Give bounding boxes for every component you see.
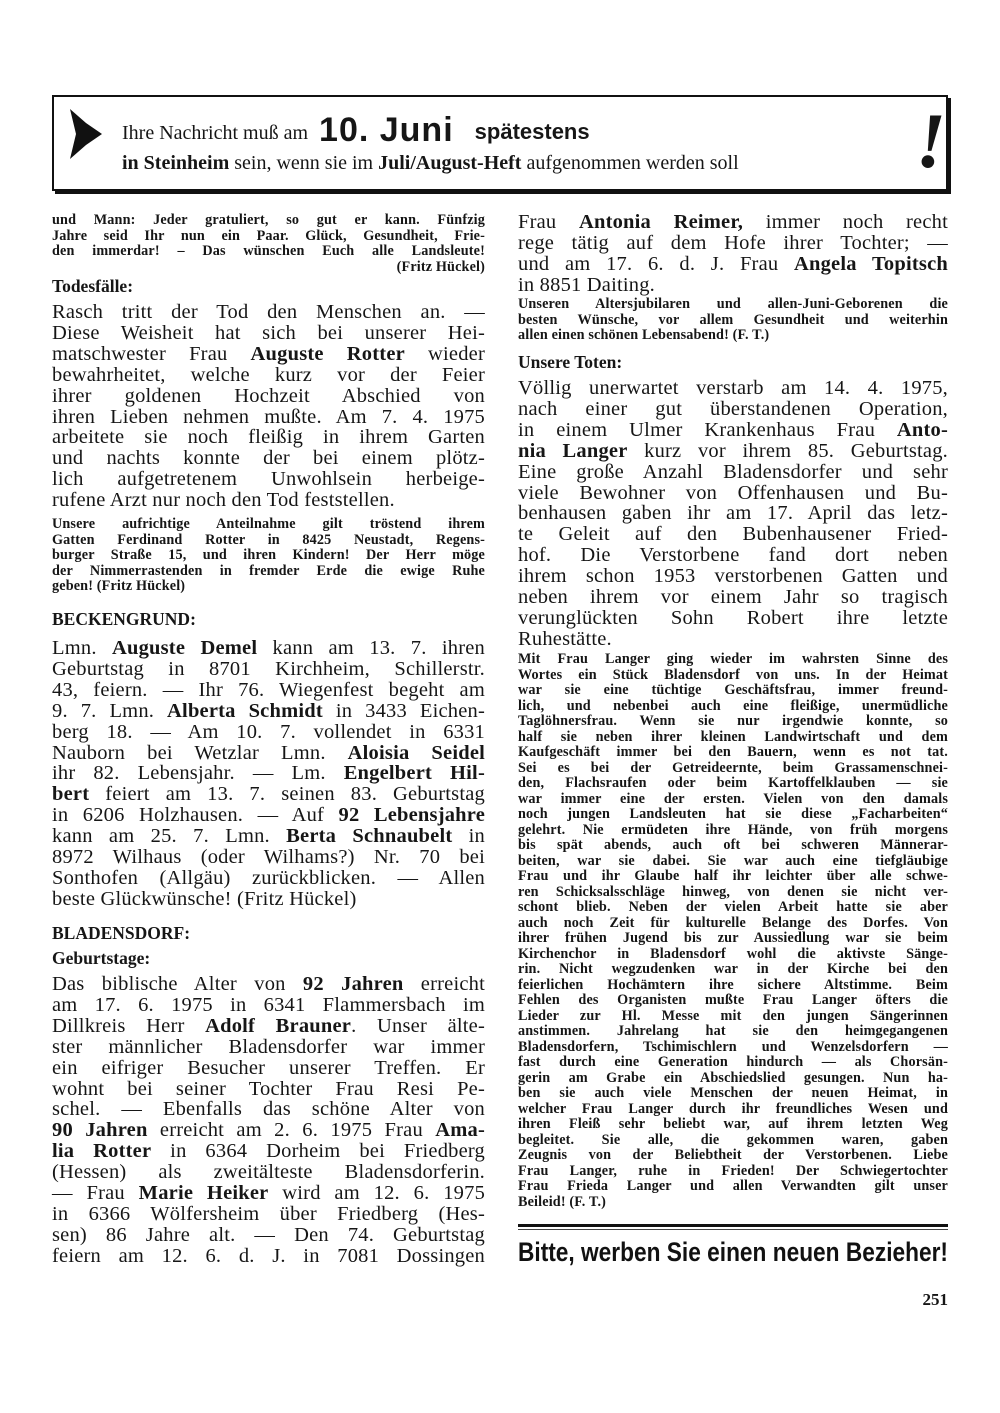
text-line: Lieder zur Hl. Messe mit den jungen Sängerinnen <box>518 1007 948 1024</box>
text-line: feierlichen Hochämtern ihre sichere Altstimme. Beim <box>518 976 948 993</box>
notice-mid: sein, wenn sie im <box>234 152 374 174</box>
text-line: Fehlen des Organisten mußte Frau Langer öfters die <box>518 992 948 1008</box>
text-line: in 6366 Wölfersheim über Friedberg (Hes- <box>52 1202 485 1225</box>
notice-latest: spätestens <box>474 119 590 144</box>
bold-name: Anto- <box>896 418 948 441</box>
text-line: bert feiert am 13. 7. seinen 83. Geburtstag <box>52 783 485 806</box>
left-column <box>52 0 485 1300</box>
text-line: Geburtstage: <box>52 948 151 968</box>
text-line: Unsere aufrichtige Anteilnahme gilt tröstend ihrem <box>52 516 485 532</box>
text-line: der Nimmerrastenden in fremder Erde die ewige Ruhe <box>52 562 485 579</box>
text-line: Frau und ihr Glaube half ihr leichter über alle schwe- <box>518 868 948 884</box>
text-line: matschwester Frau Auguste Rotter wieder <box>52 342 485 365</box>
text-line: Eine große Anzahl Bladensdorfer und sehr <box>518 460 948 483</box>
divider-rule <box>518 1224 948 1227</box>
text-line: Frau Frieda Langer und allen Verwandten gilt unser <box>518 1178 948 1194</box>
text-line: hof. Die Verstorbene fand dort neben <box>518 544 948 567</box>
text-line: arbeitete sie noch fleißig in ihrem Garten <box>52 426 485 449</box>
text-line: welcher Frau Langer durch ihr freundliches Wesen und <box>518 1100 948 1117</box>
article-paragraph <box>52 974 485 1267</box>
text-line: Kaufgeschäft immer bei den Bauern, wenn es not tat. <box>518 744 948 760</box>
text-line: fast durch eine Generation hindurch — als Chorsän- <box>518 1054 948 1070</box>
text-line: (Hessen) als zweitälteste Bladensdorferin. <box>52 1161 485 1184</box>
text-line: bis spät abends, auch oft bei schweren Männerar- <box>518 837 948 853</box>
note-paragraph <box>52 517 485 595</box>
bold-name: Berta Schnaubelt <box>286 825 453 848</box>
text-line: nach einer gut überstandenen Operation, <box>518 397 948 420</box>
text-line: berg 18. — Am 10. 7. vollendet in 6331 <box>52 720 485 743</box>
subscriber-banner <box>518 1234 948 1268</box>
text-line: Unsere Toten: <box>518 352 623 372</box>
text-line: Diese Weisheit hat sich bei unserer Hei- <box>52 321 485 344</box>
article-paragraph <box>518 378 948 650</box>
text-line: 90 Jahren erreicht am 2. 6. 1975 Frau Ama- <box>52 1119 485 1142</box>
text-line: Frau Langer, ruhe in Frieden! Der Schwiegertochter <box>518 1162 948 1179</box>
text-line: rege tätig auf dem Hofe ihrer Tochter; — <box>518 231 948 254</box>
text-line: in einem Ulmer Krankenhaus Frau Anto- <box>518 418 948 441</box>
article-paragraph <box>52 302 485 511</box>
section-heading <box>52 275 485 297</box>
bold-name: Antonia Reimer, <box>578 211 744 233</box>
text-line: Völlig unerwartet verstarb am 14. 4. 1975, <box>518 377 948 399</box>
text-line: in 6206 Holzhausen. — Auf 92 Lebensjahre <box>52 804 485 827</box>
bold-name: Angela Topitsch <box>793 252 948 275</box>
text-line: Kirchenchor in Bladensdorf wohl die aktivste Sänge- <box>518 945 948 962</box>
text-line: und am 17. 6. d. J. Frau Angela Topitsch <box>518 252 948 275</box>
text-line: Taglöhnersfrau. Wenn sie nur irgendwie konnte, so <box>518 713 948 729</box>
text-line: ben sie auch viele Menschen der neuen Heimat, in <box>518 1085 948 1101</box>
section-heading <box>52 608 485 630</box>
text-line: sen) 86 Jahre alt. — Den 74. Geburtstag <box>52 1223 485 1246</box>
bold-name: Adolf Brauner <box>205 1014 352 1037</box>
text-line: anstimmen. Jahrelang hat sie den heimgegangenen <box>518 1023 948 1039</box>
text-line: Zeugnis von der Beliebtheit der Verstorbenen. Liebe <box>518 1147 948 1163</box>
bold-name: 92 Lebensjahre <box>338 804 485 827</box>
text-line: feiern am 12. 6. d. J. in 7081 Dossingen <box>52 1244 485 1267</box>
text-line: lich, und nebenbei auch eine fleißige, unermüdliche <box>518 697 948 714</box>
text-line: ren Schicksalsschläge hinweg, von denen sie nicht ver- <box>518 883 948 900</box>
text-line: bewahrheitet, welche kurz vor der Feier <box>52 363 485 386</box>
bold-name: bert <box>52 783 90 806</box>
text-line: gerin am Grabe ein Abschiedslied gesungen. Nun ha- <box>518 1069 948 1086</box>
text-line: rufene Arzt nur noch den Tod feststellen. <box>52 489 395 512</box>
text-line: auch noch Zeit für kulturelle Belange des Dorfes. Von <box>518 914 948 931</box>
text-line: und nachts konnte der bei einem plötz- <box>52 447 485 470</box>
text-line: neben ihrem vor einem Jahr so tragisch <box>518 586 948 609</box>
bold-name: Aloisia Seidel <box>347 741 486 764</box>
bold-name: Ama- <box>435 1119 485 1142</box>
text-line: (Fritz Hückel) <box>396 258 485 275</box>
notice-deadline: 10. Juni <box>319 111 454 149</box>
page-number: 251 <box>922 1290 948 1309</box>
text-line: am 17. 6. 1975 in 6341 Flammersbach im <box>52 993 485 1016</box>
text-line: Sei es bei der Getreideernte, beim Grassamenschnei- <box>518 759 948 776</box>
text-line: schont blieb. Neben der vielen Arbeit hatte sie aber <box>518 899 948 915</box>
text-line: war sie eine tüchtige Geschäftsfrau, immer freund- <box>518 682 948 698</box>
text-line: ein eifriger Besucher unserer Treffen. Er <box>52 1056 485 1079</box>
text-line: ihrem schon 1953 verstorbenen Gatten und <box>518 565 948 588</box>
text-line: rin. Nicht wegzudenken war in der Kirche bei den <box>518 961 948 977</box>
note-paragraph <box>52 213 485 275</box>
article-paragraph <box>518 212 948 296</box>
text-line: ihrer frühen Jugend bis zur Aussiedlung war sie beim <box>518 930 948 946</box>
text-line: lia Rotter in 6364 Dorheim bei Friedberg <box>52 1140 485 1163</box>
text-line: Frau Antonia Reimer, immer noch recht <box>518 211 949 233</box>
text-line: — Frau Marie Heiker wird am 12. 6. 1975 <box>52 1182 486 1205</box>
notice-issue: Juli/August-Heft <box>378 152 522 174</box>
text-line: den immerdar! – Das wünschen Euch alle Landsleute! <box>52 243 485 259</box>
bold-name: Marie Heiker <box>138 1182 269 1205</box>
text-line: und Mann: Jeder gratuliert, so gut er kann. Fünfzig <box>52 212 485 228</box>
text-line: Das biblische Alter von 92 Jahren erreicht <box>52 973 485 995</box>
text-line: Lmn. Auguste Demel kann am 13. 7. ihren <box>52 637 486 659</box>
note-paragraph <box>518 297 948 344</box>
text-line: besten Wünsche, vor allem Gesundheit und weiterhin <box>518 311 948 328</box>
text-line: Beileid! (F. T.) <box>518 1193 607 1210</box>
text-line: te Geleit auf den Bubenhausener Fried- <box>518 523 948 546</box>
text-line: lich aufgetretenem Unwohlsein herbeige- <box>52 468 485 491</box>
text-line: allen einen schönen Lebensabend! (F. T.) <box>518 327 770 343</box>
text-line: Dillkreis Herr Adolf Brauner. Unser älte- <box>52 1014 485 1037</box>
bold-name: 92 Jahren <box>302 973 404 995</box>
text-line: schel. — Ebenfalls das schöne Alter von <box>52 1098 485 1121</box>
text-line: Nauborn bei Wetzlar Lmn. Aloisia Seidel <box>52 741 486 764</box>
bold-name: 90 Jahren <box>52 1119 148 1142</box>
text-line: nia Langer kurz vor ihrem 85. Geburtstag. <box>518 439 949 462</box>
text-line: beste Glückwünsche! (Fritz Hückel) <box>52 887 357 910</box>
text-line: kann am 25. 7. Lmn. Berta Schnaubelt in <box>52 825 486 848</box>
section-heading <box>52 947 485 969</box>
text-line: 9. 7. Lmn. Alberta Schmidt in 3433 Eichen- <box>52 699 486 722</box>
bold-name: Auguste Rotter <box>250 342 405 365</box>
text-line: BLADENSDORF: <box>52 923 191 943</box>
bold-name: Alberta Schmidt <box>167 699 323 722</box>
section-heading <box>518 351 948 373</box>
text-line: wohnt bei seiner Tochter Frau Resi Pe- <box>52 1077 485 1100</box>
text-line: burger Straße 15, und ihren Kindern! Der Herr möge <box>52 547 485 563</box>
note-paragraph <box>518 652 948 1210</box>
notice-prefix: Ihre Nachricht muß am <box>122 122 309 144</box>
text-line: ihren Fleiß sehr beliebt war, auf ihrem letzten Weg <box>518 1116 948 1132</box>
text-line: viele Bewohner von Offenhausen und Bu- <box>518 481 948 504</box>
divider-rule-thin <box>518 1229 948 1230</box>
text-line: BECKENGRUND: <box>52 609 196 629</box>
banner-text: Bitte, werben Sie einen neuen Bezieher! <box>518 1237 948 1267</box>
text-line: half sie neben ihrer kleinen Landwirtschaft und dem <box>518 728 948 745</box>
text-line: Rasch tritt der Tod den Menschen an. — <box>52 301 485 323</box>
text-line: begleitet. Sie alle, die gekommen waren, gaben <box>518 1131 948 1148</box>
text-line: 43, feiern. — Ihr 76. Wiegenfest begeht am <box>52 678 485 701</box>
bold-name: Engelbert Hil- <box>343 762 485 785</box>
text-line: ihren Lieben nehmen mußte. Am 7. 4. 1975 <box>52 405 485 428</box>
text-line: Todesfälle: <box>52 276 134 296</box>
text-line: Bladensdorfern, Tschimischlern und Wenzelsdorfern — <box>518 1038 948 1055</box>
article-paragraph <box>52 638 485 910</box>
text-line: Sonthofen (Allgäu) zurückblicken. — Allen <box>52 866 485 889</box>
text-line: Wortes ein Stück Bladensdorf von uns. In der Heimat <box>518 666 948 683</box>
section-heading <box>52 922 485 944</box>
text-line: den, Flachsraufen oder beim Kartoffelklauben — sie <box>518 775 948 791</box>
notice-place: in Steinheim <box>122 152 230 174</box>
text-line: gelehrt. Nie ermüdeten ihre Hände, von früh morgens <box>518 821 948 838</box>
text-line: verunglückten Sohn Robert ihre letzte <box>518 606 948 629</box>
bold-name: Auguste Demel <box>111 637 258 659</box>
bold-name: nia Langer <box>518 439 628 462</box>
text-line: Gatten Ferdinand Rotter in 8425 Neustadt, Regens- <box>52 531 485 548</box>
text-line: Unseren Altersjubilaren und allen-Juni-Geborenen die <box>518 296 948 312</box>
text-line: Geburtstag in 8701 Kirchheim, Schillerstr. <box>52 657 485 680</box>
right-column <box>518 0 948 1300</box>
text-line: benhausen gaben ihr am 17. April das letz- <box>518 502 948 525</box>
text-line: Jahre seid Ihr nun ein Paar. Glück, Gesundheit, Frie- <box>52 227 485 244</box>
text-line: geben! (Fritz Hückel) <box>52 578 186 594</box>
text-line: Ruhestätte. <box>518 627 612 650</box>
text-line: beiten, war sie dabei. Sie war auch eine tiefgläubige <box>518 852 948 869</box>
text-line: Mit Frau Langer ging wieder im wahrsten Sinne des <box>518 651 948 667</box>
text-line: war immer eine der ersten. Vielen von den damals <box>518 790 948 807</box>
text-line: ster männlicher Bladensdorfer war immer <box>52 1035 485 1058</box>
bold-name: lia Rotter <box>52 1140 152 1163</box>
text-line: ihr 82. Lebensjahr. — Lm. Engelbert Hil- <box>52 762 485 785</box>
text-line: noch jungen Landsleuten hat sie diese „Facharbeiten“ <box>518 806 948 822</box>
text-line: ihrer goldenen Hochzeit Abschied von <box>52 384 485 407</box>
text-line: 8972 Wilhaus (oder Wilhams?) Nr. 70 bei <box>52 846 485 869</box>
exclamation-mark: ! <box>915 97 946 184</box>
text-line: in 8851 Daiting. <box>518 273 656 296</box>
notice-suffix: aufgenommen werden soll <box>526 152 739 174</box>
